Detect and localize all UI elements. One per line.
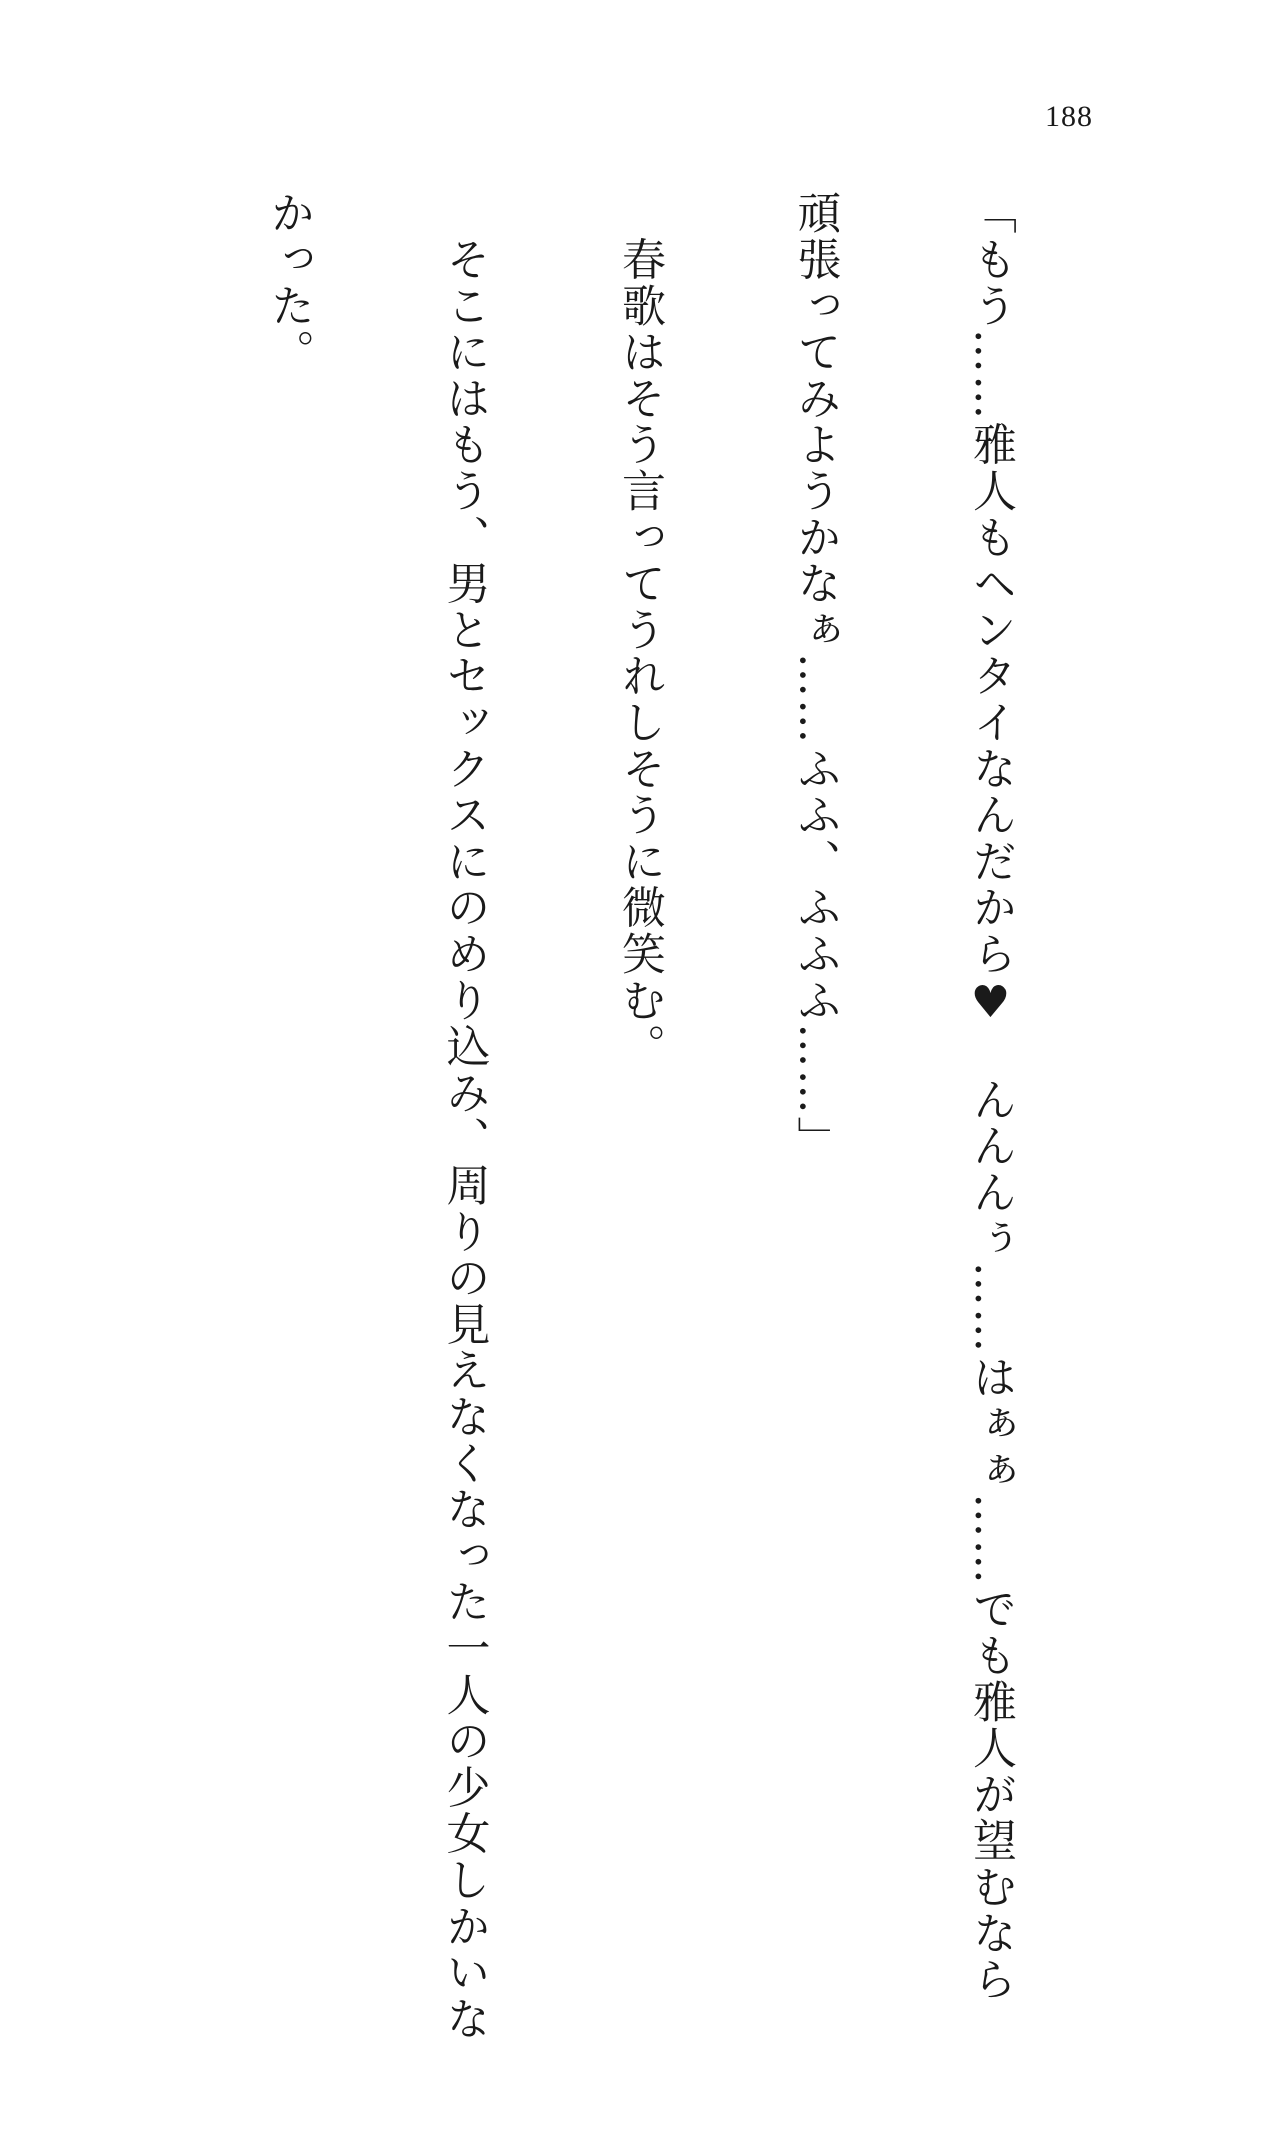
page-number: 188: [1045, 100, 1093, 133]
text-line: 頑張ってみようかなぁ……ふふ、ふふふ……」: [789, 190, 841, 1163]
section-break: [83, 190, 142, 1720]
text-line: そこにはもう、男とセックスにのめり込み、周りの見えなくなった一人の少女しかいな: [438, 190, 490, 2042]
text-line: かった。: [263, 190, 314, 376]
text-line: 「もう……雅人もヘンタイなんだから♥ んんんぅ……はぁぁ……でも雅人が望むなら: [965, 190, 1016, 2003]
text-line: 春歌はそう言ってうれしそうに微笑む。: [614, 190, 665, 1070]
novel-text-body: [0, 190, 1136, 2042]
